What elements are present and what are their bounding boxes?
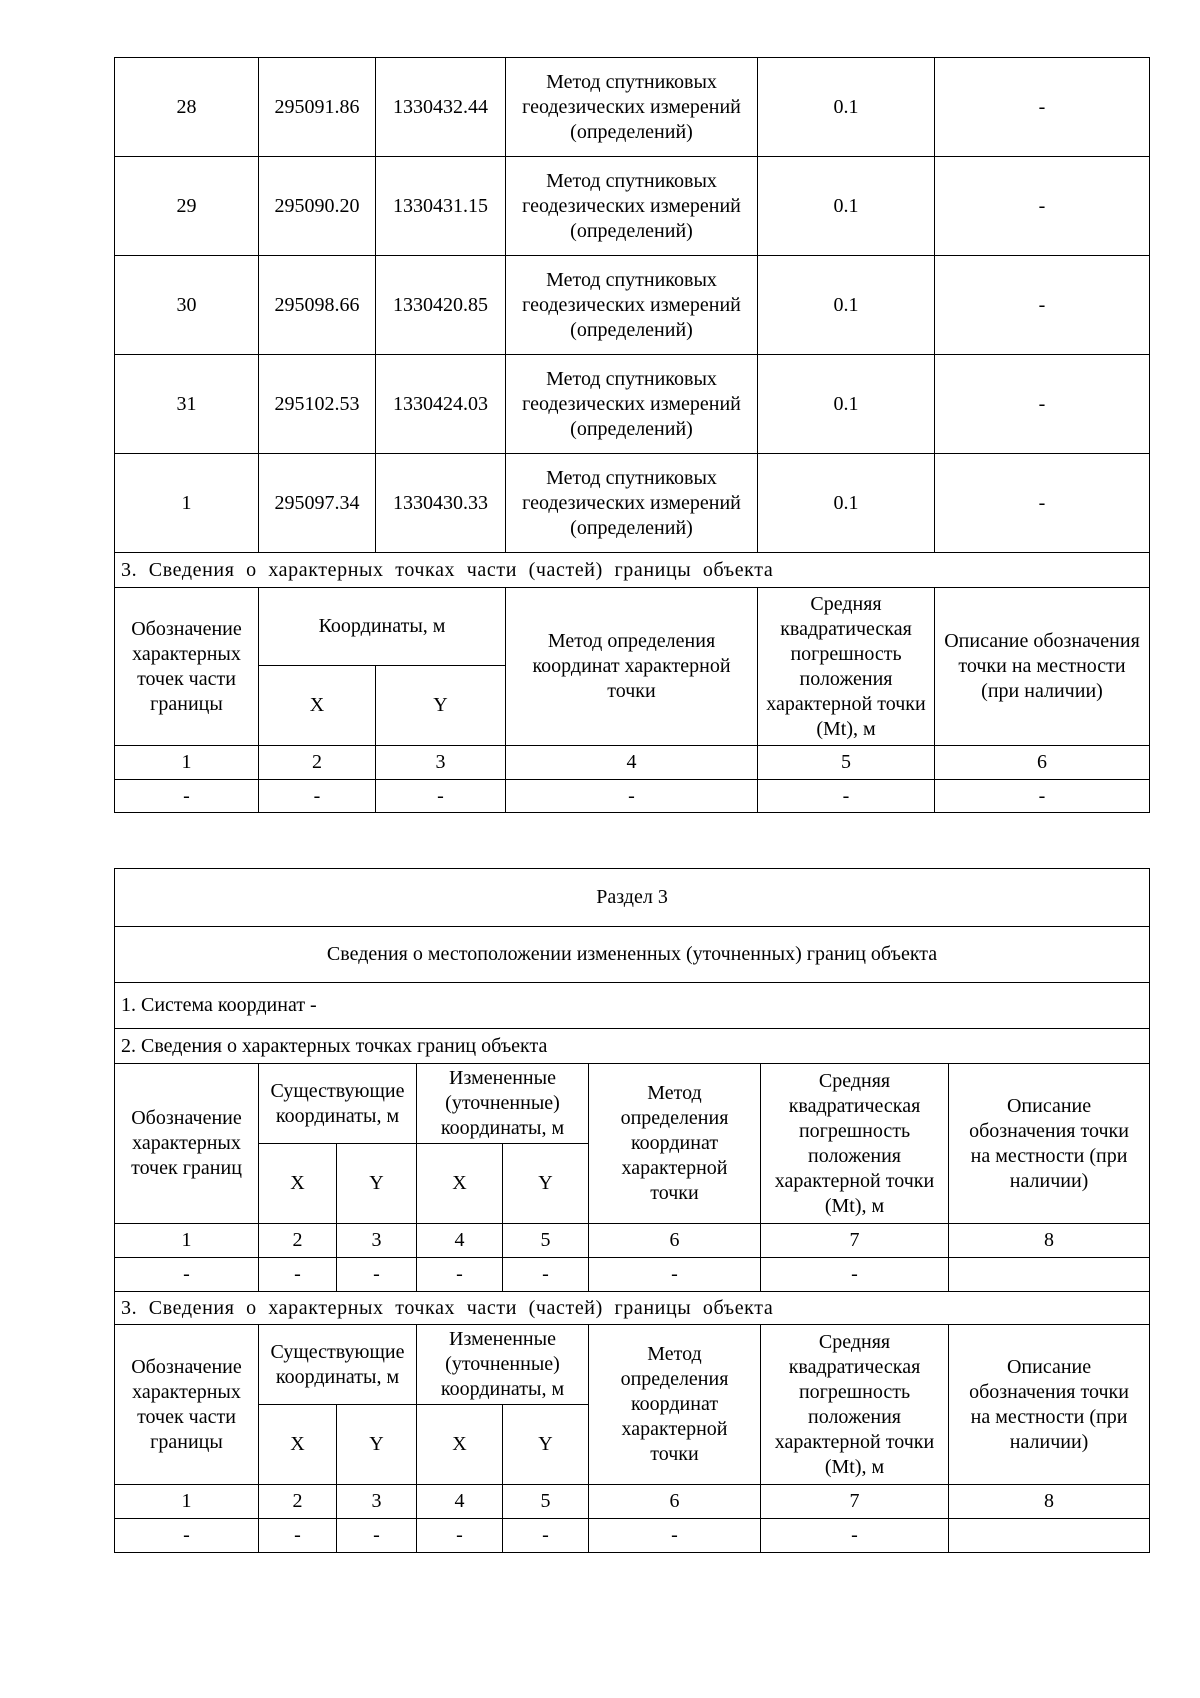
empty-cell [949,1258,1150,1292]
empty-cell [949,1519,1150,1553]
mt-cell: 0.1 [758,58,935,157]
column-number: 5 [758,746,935,780]
column-number: 4 [506,746,758,780]
header-method: Метод определения координат характерной точки [589,1064,761,1224]
header-y: Y [503,1144,589,1224]
empty-cell: - [115,1519,259,1553]
column-numbers-row [115,1485,1150,1519]
part3-title: 3. Сведения о характерных точках части (частей) границы объекта [115,1292,1150,1325]
empty-cell: - [259,1258,337,1292]
header-y: Y [376,666,506,746]
empty-cell: - [337,1519,417,1553]
column-number: 7 [761,1224,949,1258]
method-cell: Метод спутниковых геодезических измерений (определений) [506,157,758,256]
empty-cell: - [589,1519,761,1553]
header-method: Метод определения координат характерной точки [589,1325,761,1485]
point-number: 28 [115,58,259,157]
header-x: X [417,1144,503,1224]
empty-cell: - [503,1519,589,1553]
header-method: Метод определения координат характерной точки [506,588,758,746]
header-x: X [259,666,376,746]
coord-x: 295090.20 [259,157,376,256]
column-number: 5 [503,1224,589,1258]
empty-cell: - [761,1519,949,1553]
description-cell: - [935,58,1150,157]
column-number: 4 [417,1485,503,1519]
description-cell: - [935,454,1150,553]
header-changed-coords: Измененные (уточненные) координаты, м [417,1064,589,1144]
empty-cell: - [115,1258,259,1292]
table-row [115,157,1150,256]
section-label: Раздел 3 [115,869,1150,927]
empty-cell: - [761,1258,949,1292]
column-number: 3 [337,1224,417,1258]
header-existing-coords: Существующие координаты, м [259,1064,417,1144]
column-number: 1 [115,746,259,780]
header-mt: Средняя квадратическая погрешность положения характерной точки (Mt), м [761,1064,949,1224]
column-number: 6 [935,746,1150,780]
header-mt: Средняя квадратическая погрешность положения характерной точки (Mt), м [761,1325,949,1485]
coord-y: 1330424.03 [376,355,506,454]
method-cell: Метод спутниковых геодезических измерений (определений) [506,256,758,355]
method-cell: Метод спутниковых геодезических измерений (определений) [506,355,758,454]
point-number: 1 [115,454,259,553]
header-changed-coords: Измененные (уточненные) координаты, м [417,1325,589,1405]
header-y: Y [503,1405,589,1485]
coord-y: 1330432.44 [376,58,506,157]
header-description: Описание обозначения точки на местности (при наличии) [949,1325,1150,1485]
coord-y: 1330431.15 [376,157,506,256]
header-designation: Обозначение характерных точек границ [115,1064,259,1224]
empty-cell: - [376,780,506,813]
coord-y: 1330430.33 [376,454,506,553]
method-cell: Метод спутниковых геодезических измерений (определений) [506,58,758,157]
point-number: 29 [115,157,259,256]
column-number: 1 [115,1485,259,1519]
mt-cell: 0.1 [758,157,935,256]
header-x: X [259,1144,337,1224]
empty-cell: - [503,1258,589,1292]
column-numbers-row [115,746,1150,780]
points-table [114,57,1150,813]
table-row [115,355,1150,454]
coord-x: 295102.53 [259,355,376,454]
column-number: 1 [115,1224,259,1258]
header-x: X [259,1405,337,1485]
empty-cell: - [506,780,758,813]
header-designation: Обозначение характерных точек части границы [115,588,259,746]
header-y: Y [337,1144,417,1224]
empty-row [115,1258,1150,1292]
column-number: 8 [949,1224,1150,1258]
empty-cell: - [417,1519,503,1553]
empty-row [115,780,1150,813]
description-cell: - [935,355,1150,454]
empty-cell: - [115,780,259,813]
column-number: 5 [503,1485,589,1519]
header-y: Y [337,1405,417,1485]
column-number: 6 [589,1485,761,1519]
column-number: 2 [259,746,376,780]
mt-cell: 0.1 [758,355,935,454]
empty-cell: - [417,1258,503,1292]
description-cell: - [935,256,1150,355]
section-title: 3. Сведения о характерных точках части (частей) границы объекта [115,553,1150,588]
coord-x: 295098.66 [259,256,376,355]
point-number: 31 [115,355,259,454]
column-number: 3 [376,746,506,780]
method-cell: Метод спутниковых геодезических измерений (определений) [506,454,758,553]
header-description: Описание обозначения точки на местности (при наличии) [935,588,1150,746]
column-number: 7 [761,1485,949,1519]
empty-cell: - [259,780,376,813]
column-number: 6 [589,1224,761,1258]
column-numbers-row [115,1224,1150,1258]
section-heading: Сведения о местоположении измененных (уточненных) границ объекта [115,927,1150,983]
empty-cell: - [589,1258,761,1292]
mt-cell: 0.1 [758,256,935,355]
column-number: 4 [417,1224,503,1258]
header-description: Описание обозначения точки на местности (при наличии) [949,1064,1150,1224]
description-cell: - [935,157,1150,256]
coord-y: 1330420.85 [376,256,506,355]
section3-table [114,868,1150,1553]
header-designation: Обозначение характерных точек части границы [115,1325,259,1485]
header-coords: Координаты, м [259,588,506,666]
mt-cell: 0.1 [758,454,935,553]
table-row [115,256,1150,355]
column-number: 3 [337,1485,417,1519]
header-existing-coords: Существующие координаты, м [259,1325,417,1405]
coord-x: 295097.34 [259,454,376,553]
empty-cell: - [337,1258,417,1292]
empty-cell: - [758,780,935,813]
column-number: 8 [949,1485,1150,1519]
empty-cell: - [259,1519,337,1553]
table-row [115,58,1150,157]
column-number: 2 [259,1224,337,1258]
empty-cell: - [935,780,1150,813]
table-row [115,454,1150,553]
part2-title: 2. Сведения о характерных точках границ объекта [115,1029,1150,1064]
coordinate-system: 1. Система координат - [115,983,1150,1029]
column-number: 2 [259,1485,337,1519]
empty-row [115,1519,1150,1553]
point-number: 30 [115,256,259,355]
header-mt: Средняя квадратическая погрешность положения характерной точки (Mt), м [758,588,935,746]
coord-x: 295091.86 [259,58,376,157]
header-x: X [417,1405,503,1485]
